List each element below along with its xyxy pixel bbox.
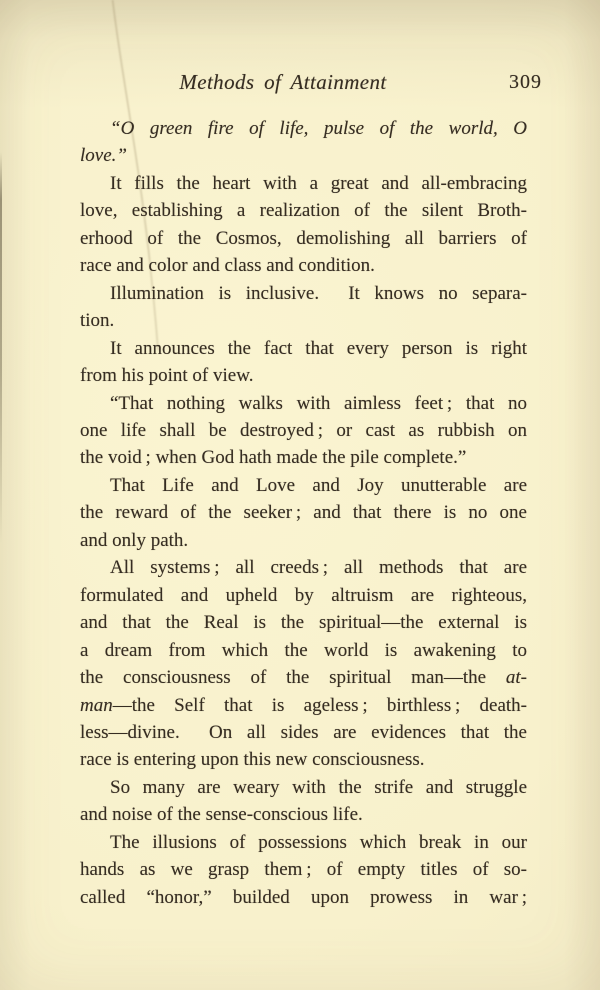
text-line: The illusions of possessions which break in our xyxy=(110,831,527,853)
text-line: erhood of the Cosmos, demolishing all barriers of xyxy=(80,227,527,249)
text-line: It announces the fact that every person is right xyxy=(110,337,527,359)
running-title: Methods of Attainment xyxy=(179,70,387,94)
text-line: That Life and Love and Joy unutterable are xyxy=(110,474,527,496)
text-line: race is entering upon this new consciousness. xyxy=(80,749,425,771)
text-line: hands as we grasp them ; of empty titles of so- xyxy=(80,859,527,881)
text-line: formulated and upheld by altruism are righteous, xyxy=(80,584,527,606)
text-line: “That nothing walks with aimless feet ; that no xyxy=(110,392,527,414)
text-line: All systems ; all creeds ; all methods that are xyxy=(110,557,527,579)
text-line: the reward of the seeker ; and that there is no one xyxy=(80,502,527,524)
text-line: one life shall be destroyed ; or cast as rubbish on xyxy=(80,419,527,441)
text-line: tion. xyxy=(80,310,115,332)
text-line: race and color and class and condition. xyxy=(80,255,375,277)
text-line: less—divine. On all sides are evidences that the xyxy=(80,721,527,743)
text-line: and noise of the sense-conscious life. xyxy=(80,804,363,826)
text-line: love, establishing a realization of the silent Broth- xyxy=(80,200,527,222)
text-line: “O green fire of life, pulse of the world, O xyxy=(110,118,527,139)
text-line: man—the Self that is ageless ; birthless ; death- xyxy=(80,694,527,716)
text-line: and that the Real is the spiritual—the external is xyxy=(80,612,527,634)
text-line: the void ; when God hath made the pile complete.” xyxy=(80,447,467,469)
text-line: So many are weary with the strife and struggle xyxy=(110,776,527,798)
text-line: called “honor,” builded upon prowess in war ; xyxy=(80,886,527,908)
text-line: love.” xyxy=(80,145,127,167)
text-line: Illumination is inclusive. It knows no separa- xyxy=(110,282,527,304)
text-line: It fills the heart with a great and all-embracing xyxy=(110,172,527,194)
text-line: and only path. xyxy=(80,529,189,551)
page-header xyxy=(80,70,542,96)
page-number: 309 xyxy=(509,71,542,93)
text-line: from his point of view. xyxy=(80,365,254,387)
page-edge-shadow xyxy=(0,152,2,544)
text-line: the consciousness of the spiritual man—the at- xyxy=(80,667,527,689)
text-column xyxy=(80,115,527,911)
text-line: a dream from which the world is awakening to xyxy=(80,639,527,661)
